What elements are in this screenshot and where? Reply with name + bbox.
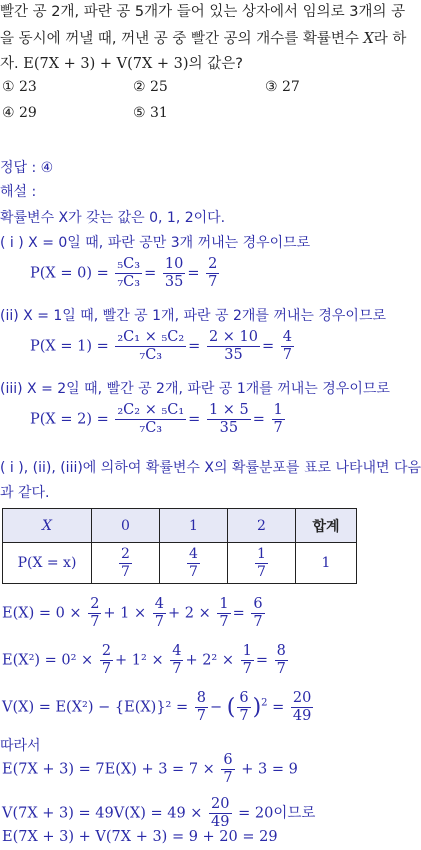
e7-equation: E(7X + 3) = 7E(X) + 3 = 7 × $\frac{6}{7}$ + 3 = 9 <box>2 752 298 786</box>
summary-line-1: ( i ), (ii), (iii)에 의하여 확률변수 X의 확률분포를 표로 나타내면 다음 <box>0 460 421 476</box>
table-cell-p0: $\frac{2}{7}$ <box>92 543 160 584</box>
case-2-text: (ii) X = 1일 때, 빨간 공 1개, 파란 공 2개를 꺼내는 경우이므로 <box>0 308 387 324</box>
table-header-0: 0 <box>92 509 160 543</box>
p0-lhs: P(X = 0) = <box>30 265 109 282</box>
p2-count-fraction: $\frac{1 \times 5}{35}$ <box>208 402 249 436</box>
table-cell-total: 1 <box>296 543 357 584</box>
p2-result-fraction: $\frac{1}{7}$ <box>273 402 283 436</box>
table-row <box>3 543 357 584</box>
final-equation: E(7X + 3) + V(7X + 3) = 9 + 20 = 29 <box>2 829 278 845</box>
question-line-3a: 자. <box>0 56 24 72</box>
probability-distribution-table <box>2 508 357 584</box>
question-line-2a: 을 동시에 꺼낼 때, 꺼낸 공 중 빨간 공의 개수를 확률변수 <box>0 31 364 47</box>
choice-3[interactable]: ③ 27 <box>265 79 300 95</box>
p0-equation: P(X = 0) = $\frac{\text{₅C₃}}{\text{₇C₃}}$ = $\frac{10}{35}$ = $\frac{2}{7}$ <box>30 256 218 290</box>
ex-equation: E(X) = 0 × $\frac{2}{7}$ + 1 × $\frac{4}{7}$ + 2 × $\frac{1}{7}$ = $\frac{6}{7}$ <box>2 596 263 630</box>
case-3-text: (iii) X = 2일 때, 빨간 공 2개, 파란 공 1개를 꺼내는 경우이므로 <box>0 381 390 397</box>
p1-count-fraction: $\frac{2 \times 10}{35}$ <box>208 329 258 363</box>
table-header-x: X <box>3 509 92 543</box>
table-row-label: P(X = x) <box>3 543 92 584</box>
table-cell-p2: $\frac{1}{7}$ <box>228 543 296 584</box>
p0-count-fraction: $\frac{10}{35}$ <box>164 256 184 290</box>
question-line-3 <box>0 52 243 76</box>
p2-lhs: P(X = 2) = <box>30 411 109 428</box>
choice-4[interactable]: ④ 29 <box>2 105 37 121</box>
explanation-intro: 확률변수 X가 갖는 값은 0, 1, 2이다. <box>0 210 226 226</box>
choice-2[interactable]: ② 25 <box>133 79 168 95</box>
table-cell-p1: $\frac{4}{7}$ <box>160 543 228 584</box>
p0-comb-fraction: $\frac{\text{₅C₃}}{\text{₇C₃}}$ <box>117 256 141 290</box>
answer-label: 정답 : ④ <box>0 160 54 176</box>
p2-comb-fraction: $\frac{\text{₂C₂ × ₅C₁}}{\text{₇C₃}}$ <box>117 402 185 436</box>
p1-equation: P(X = 1) = $\frac{\text{₂C₁ × ₅C₂}}{\text{₇C₃}}$ = $\frac{2 \times 10}{35}$ = $\frac{4}{7}$ <box>30 329 292 363</box>
therefore-label: 따라서 <box>0 738 41 754</box>
table-header-row <box>3 509 357 543</box>
explanation-label: 해설 : <box>0 184 37 200</box>
table-header-1: 1 <box>160 509 228 543</box>
p0-result-fraction: $\frac{2}{7}$ <box>208 256 218 290</box>
question-line-2 <box>0 27 406 51</box>
question-line-1: 빨간 공 2개, 파란 공 5개가 들어 있는 상자에서 임의로 3개의 공 <box>0 4 406 20</box>
table-header-2: 2 <box>228 509 296 543</box>
question-line-3b: 의 값은? <box>188 56 243 72</box>
v7-equation: V(7X + 3) = 49V(X) = 49 × $\frac{20}{49}$ = 20이므로 <box>2 796 316 830</box>
question-expression: E(7X + 3) + V(7X + 3) <box>23 56 189 72</box>
choice-1[interactable]: ① 23 <box>2 79 37 95</box>
question-variable: X <box>363 31 374 47</box>
summary-line-2: 과 같다. <box>0 485 50 501</box>
case-1-text: ( i ) X = 0일 때, 파란 공만 3개 꺼내는 경우이므로 <box>0 235 311 251</box>
table-header-total: 합계 <box>296 509 357 543</box>
vx-equation: V(X) = E(X²) − {E(X)}² = $\frac{8}{7}$ − ( $\frac{6}{7}$ )$^2$ = $\frac{20}{49}$ <box>2 690 312 724</box>
p1-comb-fraction: $\frac{\text{₂C₁ × ₅C₂}}{\text{₇C₃}}$ <box>117 329 185 363</box>
p2-equation: P(X = 2) = $\frac{\text{₂C₂ × ₅C₁}}{\text{₇C₃}}$ = $\frac{1 \times 5}{35}$ = $\frac{1}{7}$ <box>30 402 283 436</box>
p1-lhs: P(X = 1) = <box>30 338 109 355</box>
p1-result-fraction: $\frac{4}{7}$ <box>282 329 292 363</box>
question-line-2b: 라 하 <box>373 31 407 47</box>
choice-5[interactable]: ⑤ 31 <box>133 105 168 121</box>
ex2-equation: E(X²) = 0² × $\frac{2}{7}$ + 1² × $\frac{4}{7}$ + 2² × $\frac{1}{7}$ = $\frac{8}{7}$ <box>2 643 286 677</box>
